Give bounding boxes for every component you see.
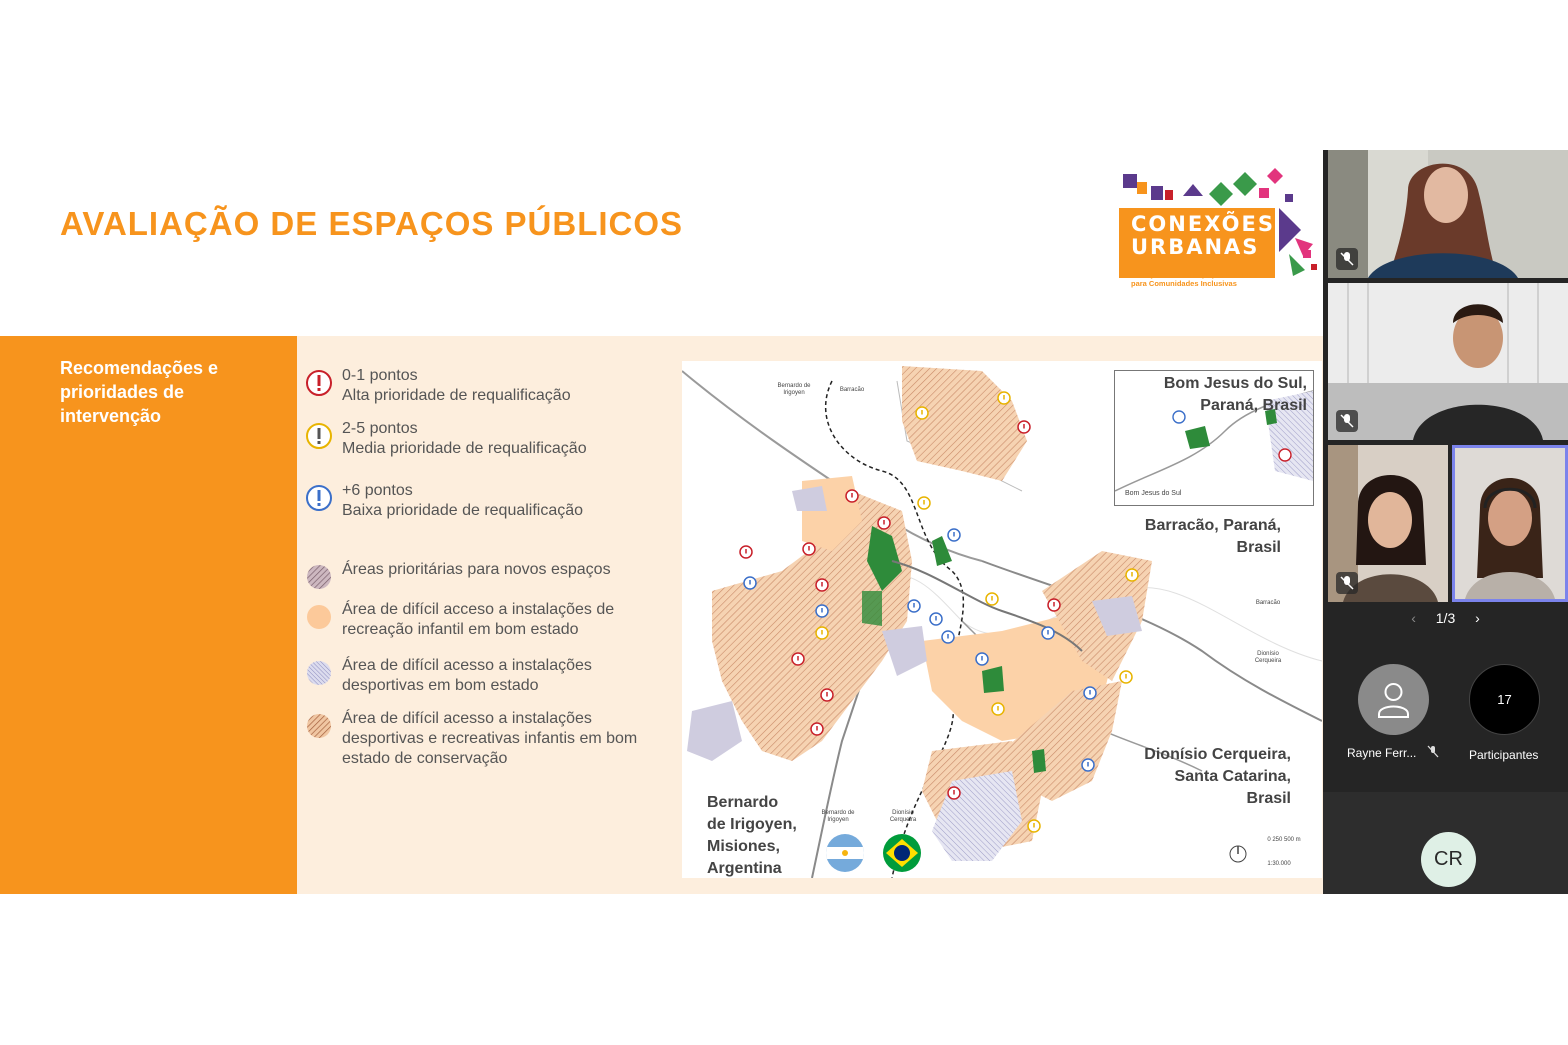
alert-blue-icon — [305, 484, 333, 512]
small-label-barracao-right: Barracão — [1255, 600, 1281, 606]
mic-off-icon — [1336, 410, 1358, 432]
participants-count-button[interactable]: 17 — [1469, 664, 1540, 735]
legend-label-6plus: +6 pontos — [342, 482, 413, 499]
legend-label-child-2: recreação infantil em bom estado — [342, 621, 579, 638]
brazil-flag-icon — [882, 833, 922, 873]
pager-label: 1/3 — [1435, 610, 1456, 626]
mic-off-icon — [1336, 572, 1358, 594]
orange-sidebar — [0, 336, 297, 894]
logo-line2: URBANAS — [1131, 235, 1260, 259]
small-label-dionisio-right: Dionísio Cerqueira — [1254, 651, 1282, 664]
video-tile-4-active-speaker[interactable] — [1452, 445, 1568, 602]
mic-off-icon — [1336, 248, 1358, 270]
legend-label-low: Baixa prioridade de requalificação — [342, 502, 584, 519]
label-bernardo-line1: Bernardo — [707, 794, 779, 811]
inset-title-line1: Bom Jesus do Sul, — [1163, 375, 1307, 392]
legend-label-2-5: 2-5 pontos — [342, 420, 418, 437]
hatched-orange-area-icon — [305, 712, 333, 740]
conexoes-urbanas-logo — [1117, 164, 1322, 292]
legend-label-both-2: desportivas e recreativas infantis em bom — [342, 730, 638, 747]
video-feed-1 — [1328, 150, 1568, 278]
label-dionisio-line1: Dionísio Cerqueira, — [1144, 746, 1291, 763]
legend-label-sports-2: desportivas em bom estado — [342, 677, 539, 694]
label-bernardo-line3: Misiones, — [707, 838, 780, 855]
scale-bar-label: 0 250 500 m — [1267, 837, 1301, 843]
slide-title: AVALIAÇÃO DE ESPAÇOS PÚBLICOS — [60, 205, 684, 242]
sidebar-heading: Recomendações e prioridades de intervenção — [60, 358, 219, 426]
inset-caption: Bom Jesus do Sul — [1125, 490, 1182, 497]
alert-red-icon — [305, 369, 333, 397]
legend-label-high: Alta prioridade de requalificação — [342, 387, 571, 404]
presentation-slide — [0, 150, 1323, 894]
pager-prev-button[interactable]: ‹ — [1411, 610, 1416, 626]
legend-item-medium-priority — [305, 419, 587, 459]
legend-item-child-recreation — [305, 600, 614, 640]
pager-next-button[interactable]: › — [1475, 610, 1480, 626]
north-arrow-icon — [1228, 844, 1248, 864]
small-label-bernardo: Bernardo de Irigoyen — [777, 383, 811, 396]
flag-label-brazil: Dionísio Cerqueira — [889, 810, 917, 823]
legend-item-priority-areas — [305, 560, 611, 591]
legend-label-both-1: Área de difícil acesso a instalações — [342, 710, 592, 727]
small-label-barracao: Barracão — [839, 387, 865, 393]
gallery-pager — [1323, 610, 1568, 626]
content-band — [0, 336, 1323, 894]
legend-label-0-1: 0-1 pontos — [342, 367, 418, 384]
person-icon — [1358, 664, 1429, 735]
video-tile-1[interactable] — [1328, 150, 1568, 278]
logo-subtitle-line2: para Comunidades Inclusivas — [1131, 279, 1237, 288]
city-map — [682, 361, 1322, 878]
mic-off-icon — [1426, 744, 1440, 760]
participant-name: Rayne Ferr... — [1347, 746, 1417, 760]
video-feed-4 — [1455, 448, 1565, 599]
scale-ratio: 1:30.000 — [1267, 861, 1291, 867]
label-dionisio-line3: Brasil — [1246, 790, 1291, 807]
inset-title-line2: Paraná, Brasil — [1200, 397, 1307, 414]
participants-label[interactable]: Participantes — [1469, 748, 1539, 762]
map-legend — [305, 336, 680, 894]
legend-item-low-priority — [305, 481, 583, 521]
video-feed-2 — [1328, 283, 1568, 440]
argentina-flag-icon — [825, 833, 865, 873]
participant-avatar[interactable] — [1358, 664, 1429, 735]
legend-label-child-1: Área de difícil acceso a instalações de — [342, 601, 615, 618]
label-bernardo-line2: de Irigoyen, — [707, 816, 797, 833]
peach-area-icon — [305, 603, 333, 631]
label-barracao-line2: Brasil — [1236, 539, 1281, 556]
legend-label-medium: Media prioridade de requalificação — [342, 440, 587, 457]
legend-item-sports-and-recreation — [305, 709, 637, 769]
logo-line1: CONEXÕES — [1131, 212, 1275, 236]
legend-item-high-priority — [305, 366, 571, 406]
hatched-brown-area-icon — [305, 563, 333, 591]
hatched-lavender-area-icon — [305, 659, 333, 687]
video-tile-2[interactable] — [1328, 283, 1568, 440]
legend-item-sports — [305, 656, 592, 696]
inset-map-bom-jesus — [1114, 370, 1314, 506]
self-avatar-initials[interactable]: CR — [1421, 832, 1476, 887]
alert-yellow-icon — [305, 422, 333, 450]
label-bernardo-line4: Argentina — [707, 860, 782, 877]
label-barracao-line1: Barracão, Paraná, — [1144, 517, 1281, 534]
meeting-participants-panel — [1323, 150, 1568, 894]
legend-label-sports-1: Área de difícil acesso a instalações — [342, 657, 592, 674]
flag-label-argentina: Bernardo de Irigoyen — [821, 810, 855, 823]
legend-label-both-3: estado de conservação — [342, 750, 508, 767]
legend-label-priority-areas: Áreas prioritárias para novos espaços — [342, 561, 611, 578]
label-dionisio-line2: Santa Catarina, — [1174, 768, 1291, 785]
logo-subtitle-line1: Planejamento de Espaços Públicos — [1131, 270, 1257, 279]
video-tile-3[interactable] — [1328, 445, 1448, 602]
